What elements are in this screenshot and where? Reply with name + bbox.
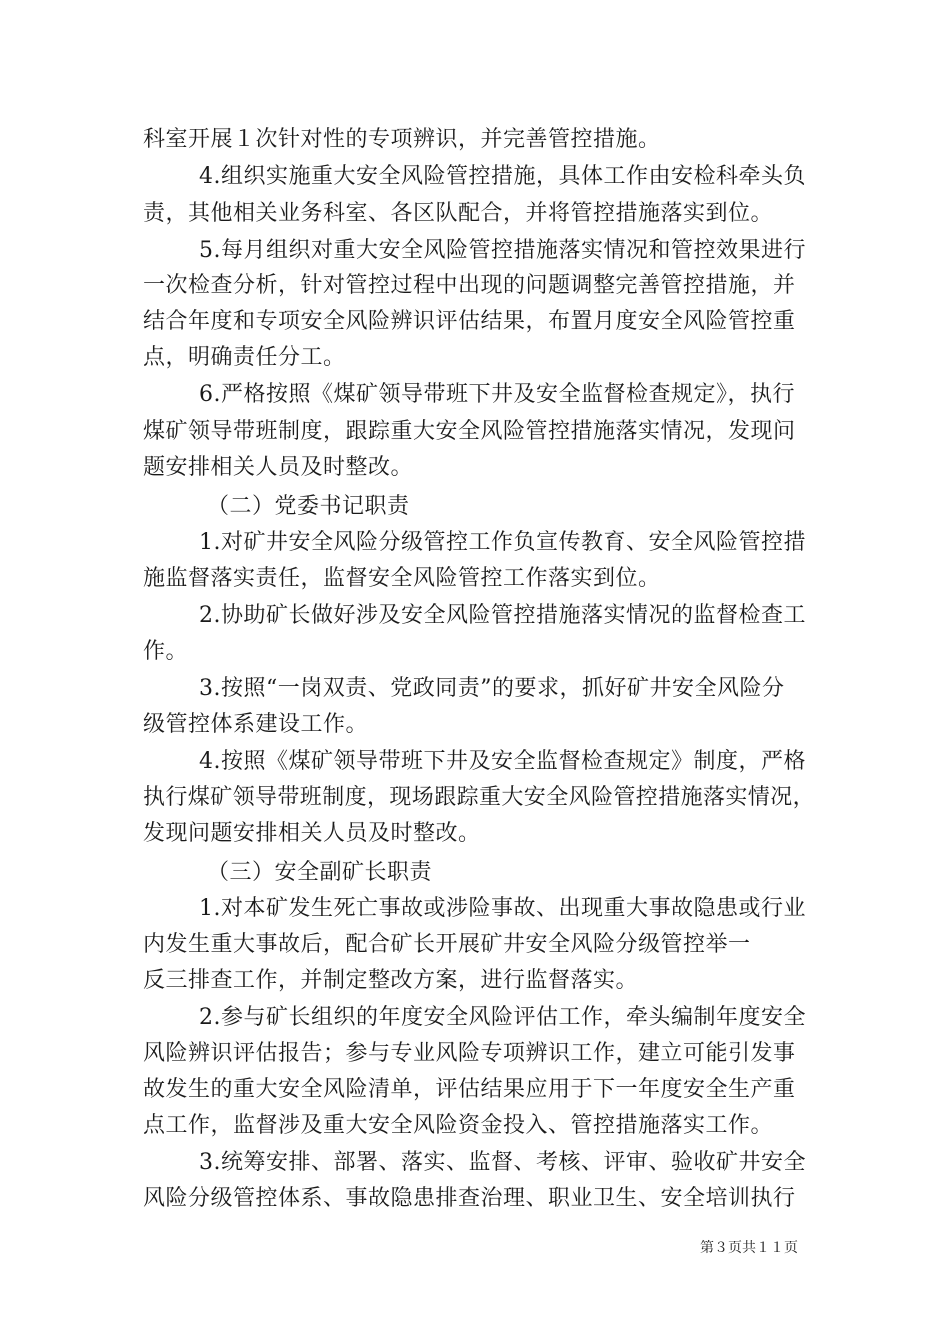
text-line: 4.按照《煤矿领导带班下井及安全监督检查规定》制度，严格 <box>199 749 806 774</box>
text-line: 风险分级管控体系、事故隐患排查治理、职业卫生、安全培训执行 <box>143 1186 796 1211</box>
text-line: 责，其他相关业务科室、各区队配合，并将管控措施落实到位。 <box>143 201 774 226</box>
text-line: 施监督落实责任，监督安全风险管控工作落实到位。 <box>143 566 661 591</box>
text-line: 3.统筹安排、部署、落实、监督、考核、评审、验收矿井安全 <box>199 1150 806 1175</box>
text-line: 科室开展１次针对性的专项辨识，并完善管控措施。 <box>143 127 661 152</box>
page-number: 第３页共１１页 <box>700 1240 798 1256</box>
text-line: 结合年度和专项安全风险辨识评估结果，布置月度安全风险管控重 <box>143 309 796 334</box>
text-line: 作。 <box>143 639 189 664</box>
text-line: 6.严格按照《煤矿领导带班下井及安全监督检查规定》，执行 <box>199 382 795 407</box>
text-line: 发现问题安排相关人员及时整改。 <box>143 821 481 846</box>
text-line: 1.对矿井安全风险分级管控工作负宣传教育、安全风险管控措 <box>199 530 806 555</box>
text-line: 5.每月组织对重大安全风险管控措施落实情况和管控效果进行 <box>199 238 806 263</box>
text-line: 2.协助矿长做好涉及安全风险管控措施落实情况的监督检查工 <box>199 603 806 628</box>
text-line: 级管控体系建设工作。 <box>143 712 369 737</box>
section-heading: （三）安全副矿长职责 <box>207 860 433 885</box>
text-line: 风险辨识评估报告；参与专业风险专项辨识工作，建立可能引发事 <box>143 1041 796 1066</box>
section-heading: （二）党委书记职责 <box>207 494 410 519</box>
text-line: 4.组织实施重大安全风险管控措施，具体工作由安检科牵头负 <box>199 164 806 189</box>
text-line: 执行煤矿领导带班制度，现场跟踪重大安全风险管控措施落实情况， <box>143 785 816 810</box>
text-line: 2.参与矿长组织的年度安全风险评估工作，牵头编制年度安全 <box>199 1005 806 1030</box>
text-line: 点，明确责任分工。 <box>143 345 346 370</box>
text-line: 内发生重大事故后，配合矿长开展矿井安全风险分级管控举一 <box>143 932 751 957</box>
text-line: 故发生的重大安全风险清单，评估结果应用于下一年度安全生产重 <box>143 1077 796 1102</box>
text-line: 一次检查分析，针对管控过程中出现的问题调整完善管控措施，并 <box>143 273 796 298</box>
text-line: 题安排相关人员及时整改。 <box>143 455 414 480</box>
text-line: 煤矿领导带班制度，跟踪重大安全风险管控措施落实情况，发现问 <box>143 419 796 444</box>
text-line: 1.对本矿发生死亡事故或涉险事故、出现重大事故隐患或行业 <box>199 896 806 921</box>
text-line: 3.按照“一岗双责、党政同责”的要求，抓好矿井安全风险分 <box>199 676 785 701</box>
text-line: 反三排查工作，并制定整改方案，进行监督落实。 <box>143 968 639 993</box>
text-line: 点工作，监督涉及重大安全风险资金投入、管控措施落实工作。 <box>143 1113 774 1138</box>
